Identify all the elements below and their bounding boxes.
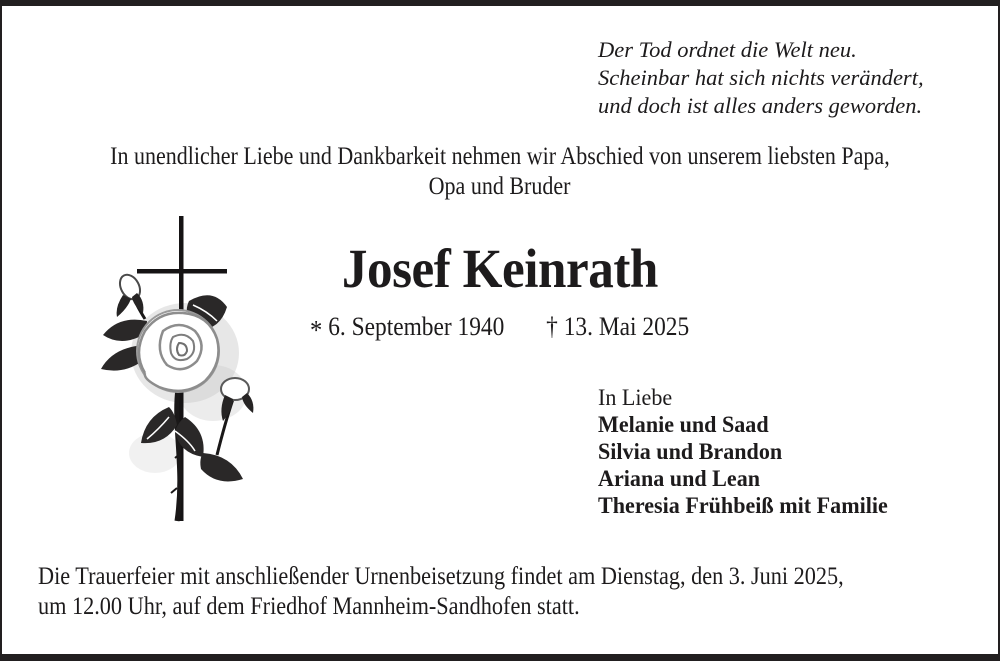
- life-dates-row: [2, 311, 998, 345]
- deceased-name: Josef Keinrath: [342, 238, 658, 299]
- mourner-name: Theresia Frühbeiß mit Familie: [598, 493, 888, 519]
- poem-line: Der Tod ordnet die Welt neu.: [598, 37, 857, 62]
- birth-date-group: [310, 312, 505, 345]
- intro-line: Opa und Bruder: [429, 173, 571, 200]
- poem-line: Scheinbar hat sich nichts verändert,: [598, 65, 924, 90]
- poem-line: und doch ist alles anders geworden.: [598, 93, 923, 118]
- mourner-name: Ariana und Lean: [598, 466, 761, 492]
- mourners-block: [598, 385, 888, 520]
- funeral-line: um 12.00 Uhr, auf dem Friedhof Mannheim-Sandhofen statt.: [38, 592, 580, 620]
- funeral-line: Die Trauerfeier mit anschließender Urnenbeisetzung findet am Dienstag, den 3. Juni 2025,: [38, 563, 844, 590]
- epigraph-poem: [598, 36, 924, 120]
- mourners-salutation: In Liebe: [598, 385, 673, 411]
- birth-star-symbol: *: [310, 315, 323, 345]
- intro-line: In unendlicher Liebe und Dankbarkeit nehmen wir Abschied von unserem liebsten Papa,: [110, 143, 890, 170]
- mourner-name: Melanie und Saad: [598, 412, 769, 438]
- birth-date: 6. September 1940: [328, 312, 505, 341]
- death-date-group: [547, 312, 690, 341]
- deceased-name-row: [2, 237, 998, 300]
- mourner-name: Silvia und Brandon: [598, 439, 783, 465]
- intro-text: [2, 142, 998, 202]
- death-cross-symbol: †: [546, 312, 559, 341]
- funeral-info: [38, 562, 943, 621]
- death-date: 13. Mai 2025: [564, 312, 690, 341]
